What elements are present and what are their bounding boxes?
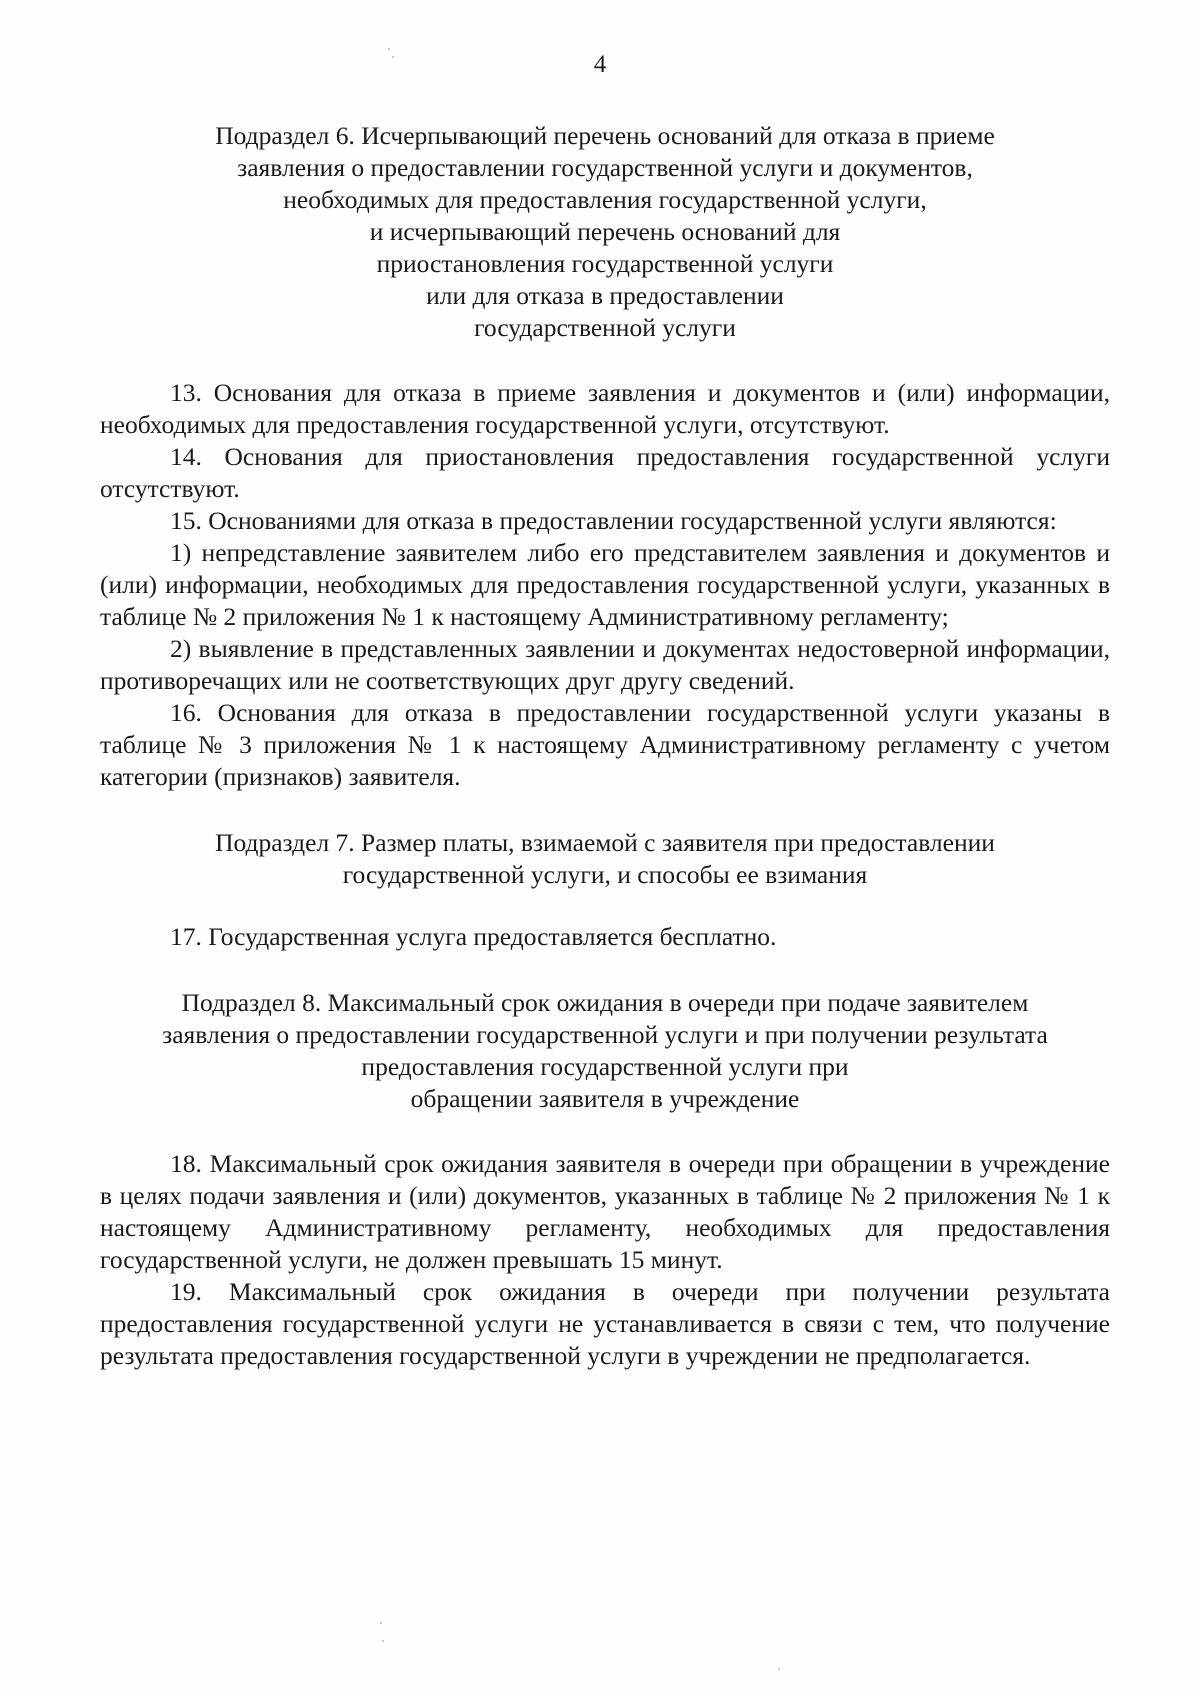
section-6-heading	[100, 120, 1110, 344]
paragraph-13: 13. Основания для отказа в приеме заявления и документов и (или) информации, необходимых для предоставления государственной услуги, отсутствуют.	[100, 378, 1110, 439]
spacer	[100, 1115, 1110, 1148]
section-8-heading	[100, 987, 1110, 1115]
heading-line: государственной услуги	[474, 313, 736, 342]
heading-line: государственной услуги, и способы ее взимания	[342, 860, 868, 889]
heading-line: необходимых для предоставления государственной услуги,	[283, 185, 927, 214]
scan-artifact	[392, 56, 394, 58]
heading-line: и исчерпывающий перечень оснований для	[369, 217, 841, 246]
spacer	[100, 793, 1110, 827]
heading-line: заявления о предоставлении государственной услуги и при получении результата	[162, 1020, 1048, 1049]
document-body	[100, 120, 1110, 1372]
paragraph-15-item-1: 1) непредставление заявителем либо его представителем заявления и документов и (или) информации, необходимых для предоставления государственной услуги, указанных в таблице № 2 приложения № 1 к настоящему Административному регламенту;	[100, 538, 1110, 631]
spacer	[100, 953, 1110, 987]
heading-line: обращении заявителя в учреждение	[410, 1084, 800, 1113]
heading-line: заявления о предоставлении государственной услуги и документов,	[237, 153, 973, 182]
heading-line: Подраздел 7. Размер платы, взимаемой с заявителя при предоставлении	[215, 828, 995, 857]
heading-line: приостановления государственной услуги	[376, 249, 834, 278]
paragraph-15-item-2: 2) выявление в представленных заявлении и документах недостоверной информации, противоречащих или не соответствующих друг другу сведений.	[100, 634, 1110, 695]
paragraph-16: 16. Основания для отказа в предоставлении государственной услуги указаны в таблице № 3 приложения № 1 к настоящему Административному регламенту с учетом категории (признаков) заявителя.	[100, 698, 1110, 791]
paragraph-14: 14. Основания для приостановления предоставления государственной услуги отсутствуют.	[100, 442, 1110, 503]
scan-artifact	[380, 1622, 382, 1624]
scan-artifact	[388, 48, 390, 50]
heading-line: Подраздел 8. Максимальный срок ожидания в очереди при подаче заявителем	[181, 988, 1029, 1017]
paragraph-19: 19. Максимальный срок ожидания в очереди при получении результата предоставления государственной услуги не устанавливается в связи с тем, что получение результата предоставления государственной услуги в учреждении не предполагается.	[100, 1277, 1110, 1370]
page-number: 4	[593, 51, 607, 78]
paragraph-15: 15. Основаниями для отказа в предоставлении государственной услуги являются:	[170, 506, 1057, 535]
spacer	[100, 344, 1110, 377]
scan-artifact	[778, 1668, 780, 1670]
heading-line: Подраздел 6. Исчерпывающий перечень оснований для отказа в приеме	[215, 121, 995, 150]
section-7-heading	[100, 827, 1110, 891]
spacer	[100, 891, 1110, 921]
heading-line: предоставления государственной услуги при	[361, 1052, 849, 1081]
paragraph-18: 18. Максимальный срок ожидания заявителя в очереди при обращении в учреждение в целях подачи заявления и (или) документов, указанных в таблице № 2 приложения № 1 к настоящему Административному регламенту, необходимых для предоставления государственной услуги, не должен превышать 15 минут.	[100, 1149, 1110, 1274]
scan-artifact	[382, 1640, 384, 1642]
heading-line: или для отказа в предоставлении	[426, 281, 784, 310]
paragraph-17: 17. Государственная услуга предоставляется бесплатно.	[170, 922, 777, 951]
